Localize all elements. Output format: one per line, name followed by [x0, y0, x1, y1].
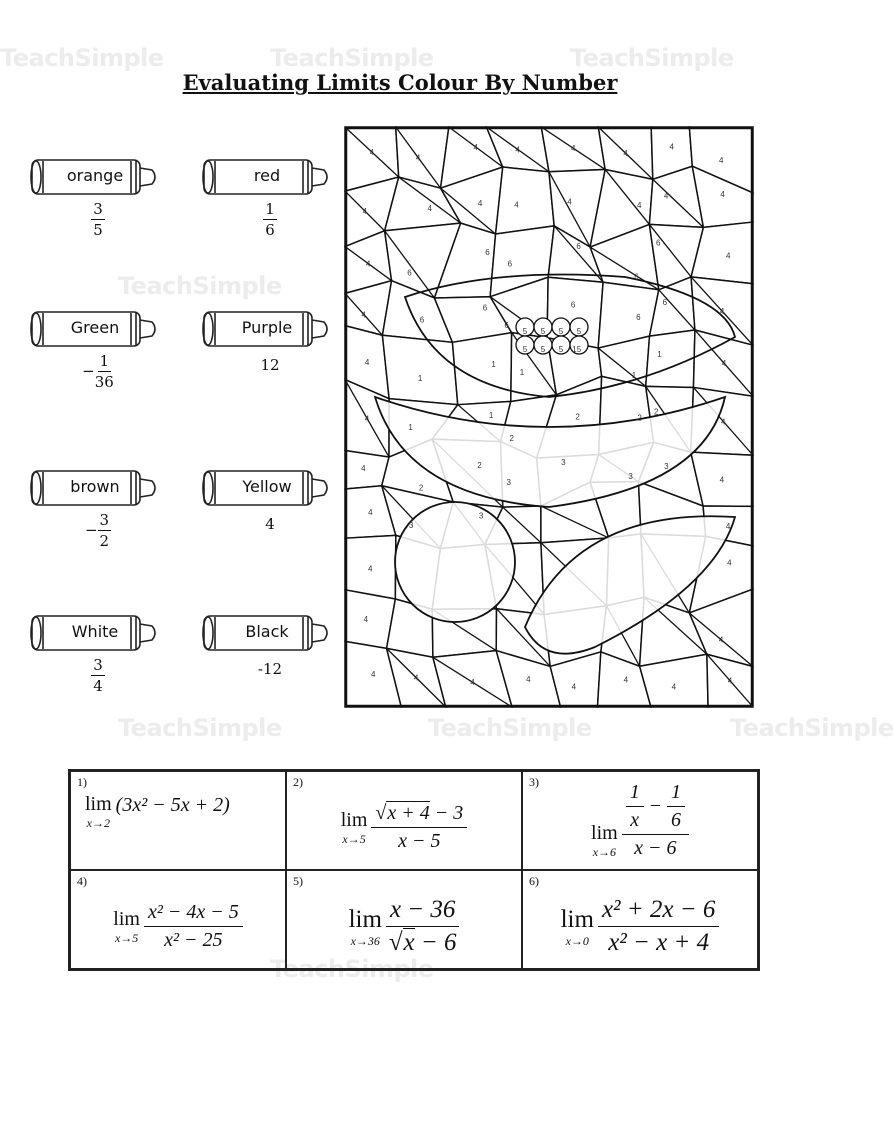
- lim-word: lim: [340, 809, 368, 831]
- region-number: 6: [662, 297, 668, 307]
- crayon-purple: [200, 310, 338, 346]
- region-number: 6: [570, 300, 576, 310]
- expression: (3x² − 5x + 2): [115, 794, 230, 816]
- crayon-green: [28, 310, 166, 346]
- value-sign: −: [82, 362, 95, 380]
- page-title: Evaluating Limits Colour By Number: [182, 70, 618, 95]
- region-number: 4: [370, 670, 376, 680]
- value-numerator: 3: [93, 656, 103, 674]
- region-number: 6: [634, 272, 639, 282]
- lim-var: x→5: [114, 931, 139, 945]
- region-number: 4: [366, 259, 371, 269]
- region-number: 4: [363, 615, 369, 625]
- problem-number: 1): [77, 775, 87, 789]
- numerator: x − 36: [386, 896, 459, 927]
- crayon-value: [240, 515, 300, 533]
- watermark: TeachSimple: [0, 44, 164, 72]
- region-number: 1: [631, 371, 637, 381]
- region-number: 3: [506, 477, 511, 487]
- value-sign: −: [84, 521, 98, 539]
- region-number: 1: [417, 373, 423, 383]
- problem-2: 2) lim x→5 √x + 4 − 3 x − 5: [286, 771, 522, 870]
- colour-by-number-picture: [345, 127, 753, 707]
- problem-number: 3): [529, 775, 539, 789]
- crayon-orange: [28, 158, 166, 194]
- crayon-label: orange: [66, 166, 124, 185]
- crayon-value: [240, 200, 300, 240]
- lim-word: lim: [591, 822, 618, 844]
- region-number: 4: [526, 674, 531, 684]
- problem-number: 6): [529, 874, 539, 888]
- limits-problems-table: [68, 769, 760, 971]
- region-number: 4: [623, 675, 629, 685]
- region-number: 4: [368, 508, 373, 518]
- lim-word: lim: [560, 905, 594, 933]
- lim-word: lim: [113, 908, 140, 930]
- watermark: TeachSimple: [730, 714, 894, 742]
- region-number: 2: [477, 461, 482, 471]
- crayon-brown: [28, 469, 166, 505]
- problem-4: [70, 870, 286, 969]
- fraction-d: 6: [670, 809, 681, 831]
- region-number: 4: [720, 190, 725, 200]
- region-number: 6: [482, 303, 488, 313]
- region-number: 4: [361, 464, 366, 474]
- crayon-white: [28, 614, 166, 650]
- watermark: TeachSimple: [428, 714, 592, 742]
- region-number: 4: [571, 144, 576, 154]
- region-number: 4: [473, 143, 479, 153]
- watermark: TeachSimple: [118, 714, 282, 742]
- crayon-yellow: [200, 469, 338, 505]
- region-number: 4: [567, 197, 572, 207]
- fraction-a: 1: [626, 781, 644, 807]
- region-number: 2: [575, 412, 580, 422]
- crayon-label: Green: [70, 318, 120, 337]
- crayon-label: Yellow: [242, 477, 292, 496]
- region-number: 6: [636, 313, 641, 323]
- region-number: 4: [721, 359, 727, 369]
- crayon-black: [200, 614, 338, 650]
- value-denominator: 4: [93, 677, 103, 695]
- region-number: 5: [522, 345, 528, 354]
- fraction-b: x: [630, 809, 640, 831]
- region-number: 3: [628, 472, 633, 482]
- region-number: 4: [571, 682, 577, 692]
- region-number: 4: [719, 475, 725, 485]
- region-number: 5: [558, 345, 564, 354]
- picture-region: [452, 333, 511, 405]
- region-number: 3: [664, 462, 669, 472]
- picture-region: [496, 167, 555, 234]
- region-number: 2: [637, 413, 642, 423]
- problem-5: 5) lim x→36 x − 36 √x − 6: [286, 870, 522, 969]
- problem-1: [70, 771, 286, 870]
- watermark: TeachSimple: [570, 44, 734, 72]
- region-number: 4: [623, 149, 628, 159]
- region-number: 4: [364, 358, 370, 368]
- fraction-c: 1: [667, 781, 685, 807]
- region-number: 4: [367, 564, 373, 574]
- region-number: 5: [558, 327, 564, 336]
- region-number: 4: [514, 200, 519, 210]
- region-number: 4: [364, 414, 370, 424]
- crayon-red: [200, 158, 338, 194]
- lim-var: x→0: [565, 933, 589, 948]
- region-number: 6: [407, 268, 412, 278]
- denominator: x² − 25: [164, 929, 223, 951]
- region-number: 4: [671, 682, 677, 692]
- apple-outline: [395, 502, 515, 622]
- region-number: 4: [719, 307, 725, 317]
- watermark: TeachSimple: [118, 272, 282, 300]
- problem-6: [522, 870, 758, 969]
- region-number: 2: [509, 433, 514, 443]
- problem-3: 3) lim x→6 1 x − 1 6 x − 6: [522, 771, 758, 870]
- lim-word: lim: [348, 905, 382, 933]
- problem-number: 5): [293, 874, 303, 888]
- region-number: 5: [540, 327, 546, 336]
- crayon-label: brown: [70, 477, 120, 496]
- region-number: 4: [669, 142, 674, 152]
- picture-region: [646, 330, 695, 387]
- region-number: 4: [727, 558, 732, 568]
- value-numerator: 1: [265, 200, 275, 218]
- region-number: 3: [408, 521, 414, 531]
- value-denominator: 2: [99, 532, 110, 550]
- value-denominator: 36: [94, 373, 114, 391]
- value-denominator: 5: [93, 221, 103, 239]
- watermark: TeachSimple: [270, 955, 434, 983]
- watermark: TeachSimple: [270, 44, 434, 72]
- value-numerator: 3: [93, 200, 103, 218]
- crayon-label: Black: [245, 622, 289, 641]
- region-number: 6: [576, 242, 581, 252]
- region-number: 3: [478, 511, 484, 521]
- region-number: 4: [718, 635, 724, 645]
- region-number: 4: [515, 145, 520, 155]
- region-number: 4: [725, 251, 731, 261]
- region-number: 1: [657, 349, 662, 359]
- lim-var: x→6: [592, 845, 617, 859]
- numerator-radicand: x + 4: [387, 802, 430, 824]
- value-text: -12: [257, 660, 283, 678]
- region-number: 5: [540, 345, 546, 354]
- denominator-radicand: x: [403, 929, 415, 956]
- value-numerator: 1: [99, 352, 110, 370]
- lim-var: x→2: [86, 816, 110, 830]
- region-number: 6: [419, 315, 425, 325]
- region-number: 1: [491, 359, 496, 369]
- region-number: 4: [727, 676, 733, 686]
- region-number: 6: [507, 259, 513, 269]
- value-text: 4: [265, 515, 275, 533]
- lim-var: x→5: [342, 832, 366, 846]
- region-number: 6: [485, 247, 490, 257]
- numerator-rest: − 3: [429, 802, 464, 824]
- region-number: 4: [415, 153, 421, 163]
- problem-number: 4): [77, 874, 87, 888]
- region-number: 1: [408, 422, 413, 432]
- denominator: x − 5: [398, 830, 441, 852]
- crayon-value: [68, 511, 128, 551]
- denominator-rest: − 6: [414, 929, 457, 956]
- numerator: x² + 2x − 6: [598, 896, 719, 927]
- region-number: 4: [477, 199, 483, 209]
- crayon-value: [68, 352, 128, 392]
- region-number: 5: [576, 345, 582, 354]
- denominator: x² − x + 4: [608, 929, 710, 956]
- crayon-label: Purple: [241, 318, 293, 337]
- lim-var: x→36: [350, 933, 380, 948]
- region-number: 1: [488, 411, 494, 421]
- crayon-value: [240, 356, 300, 374]
- crayon-value: [68, 200, 128, 240]
- region-number: 4: [470, 678, 475, 688]
- value-numerator: 3: [99, 511, 110, 529]
- crayon-value: [68, 656, 128, 696]
- numerator: x² − 4x − 5: [144, 901, 243, 927]
- region-number: 1: [519, 367, 525, 377]
- region-number: 4: [725, 521, 731, 531]
- value-text: 12: [260, 356, 280, 374]
- problem-number: 2): [293, 775, 303, 789]
- region-number: 4: [413, 673, 419, 683]
- region-number: 6: [504, 321, 509, 331]
- region-number: 4: [637, 200, 642, 210]
- region-number: 4: [718, 155, 724, 165]
- region-number: 4: [663, 191, 669, 201]
- region-number: 4: [361, 310, 366, 320]
- region-number: 4: [721, 417, 726, 427]
- region-number: 4: [362, 206, 368, 216]
- region-number: 5: [576, 327, 582, 336]
- region-number: 5: [522, 327, 528, 336]
- region-number: 3: [561, 458, 566, 468]
- crayon-label: White: [71, 622, 119, 641]
- region-number: 4: [369, 148, 375, 158]
- region-number: 2: [418, 483, 424, 493]
- value-denominator: 6: [265, 221, 275, 239]
- denominator: x − 6: [634, 837, 677, 859]
- region-number: 2: [654, 407, 659, 417]
- lim-word: lim: [85, 793, 112, 815]
- region-number: 6: [655, 238, 661, 248]
- region-number: 4: [427, 204, 432, 214]
- crayon-label: red: [253, 166, 281, 185]
- region-number: 1: [572, 345, 577, 355]
- crayon-value: [240, 660, 300, 678]
- picture-region: [382, 335, 457, 404]
